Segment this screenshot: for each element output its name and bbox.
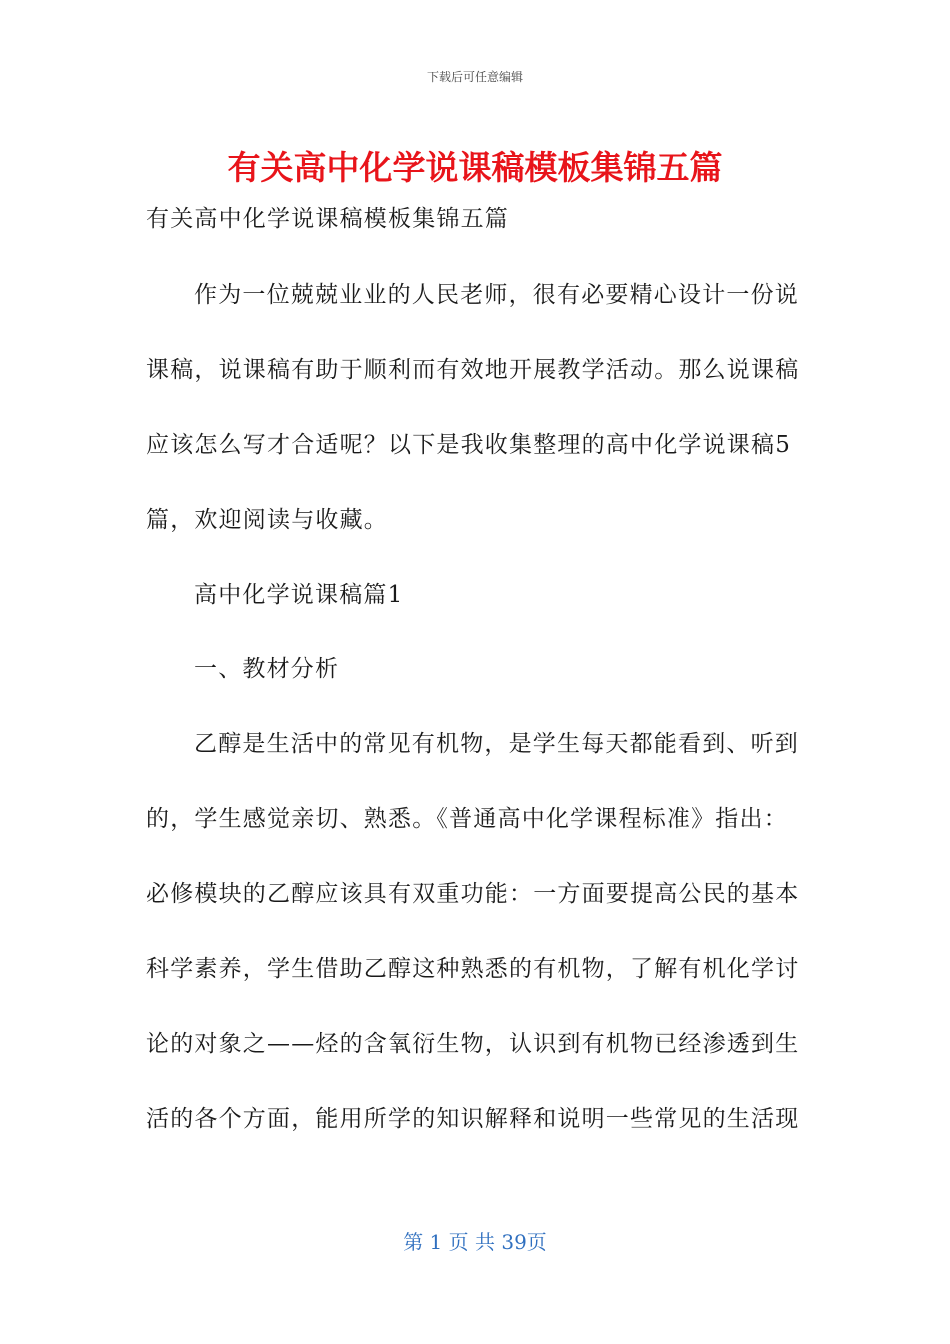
- section-heading: 高中化学说课稿篇1: [194, 582, 404, 608]
- body-line-subtitle: 有关高中化学说课稿模板集锦五篇: [146, 206, 509, 232]
- body-line-paragraph-2: 乙醇是生活中的常见有机物，是学生每天都能看到、听到: [194, 731, 799, 757]
- body-line: 论的对象之——烃的含氧衍生物，认识到有机物已经渗透到生: [146, 1031, 800, 1057]
- subsection-heading: 一、教材分析: [194, 656, 340, 682]
- body-line: 必修模块的乙醇应该具有双重功能：一方面要提高公民的基本: [146, 881, 800, 907]
- body-line-paragraph-1: 作为一位兢兢业业的人民老师，很有必要精心设计一份说: [194, 282, 799, 308]
- body-line: 的，学生感觉亲切、熟悉。《普通高中化学课程标准》指出：: [146, 806, 788, 832]
- page-footer: 第 1 页 共 39页: [403, 1230, 547, 1254]
- document-title: 有关高中化学说课稿模板集锦五篇: [227, 148, 723, 187]
- page-header-note: 下载后可任意编辑: [426, 70, 523, 84]
- body-line: 科学素养，学生借助乙醇这种熟悉的有机物，了解有机化学讨: [146, 956, 800, 982]
- body-line: 应该怎么写才合适呢？以下是我收集整理的高中化学说课稿5: [146, 432, 792, 458]
- body-line: 活的各个方面，能用所学的知识解释和说明一些常见的生活现: [146, 1106, 800, 1132]
- body-line: 课稿，说课稿有助于顺利而有效地开展教学活动。那么说课稿: [146, 357, 800, 383]
- body-line: 篇，欢迎阅读与收藏。: [146, 507, 388, 533]
